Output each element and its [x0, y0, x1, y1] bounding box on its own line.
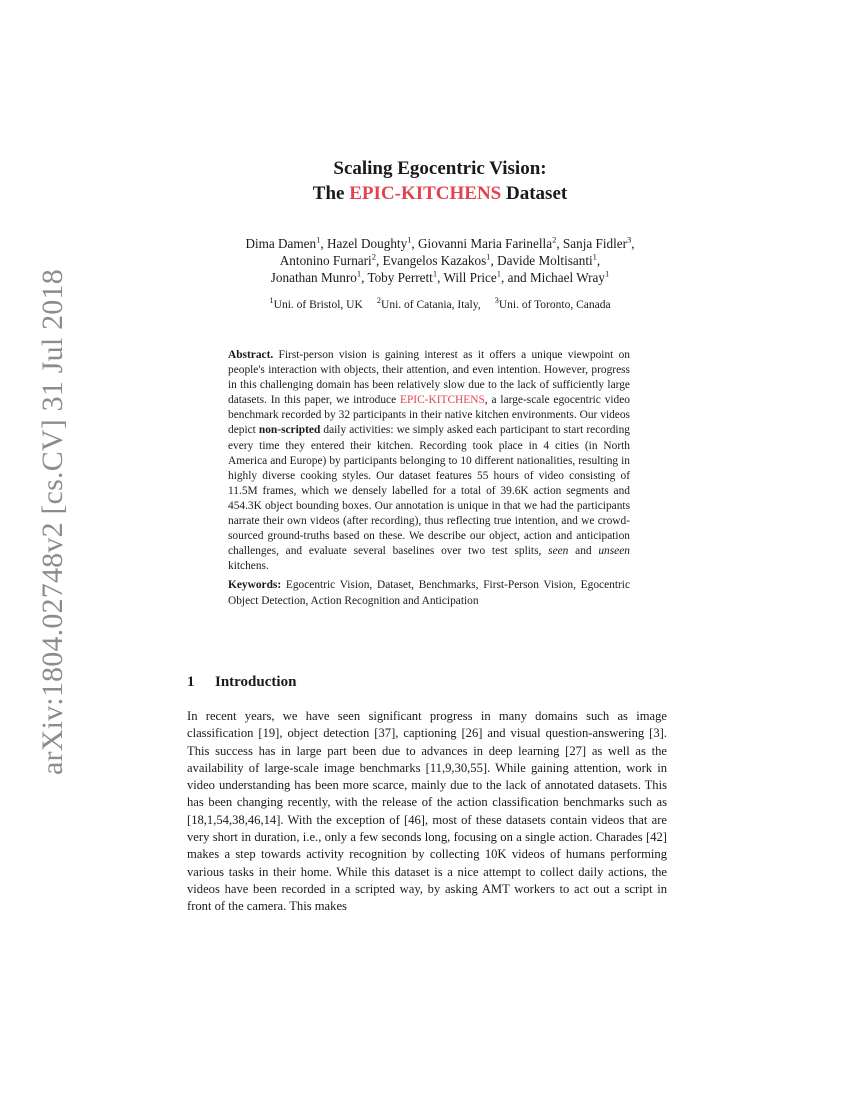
- author-name: Jonathan Munro: [270, 270, 357, 285]
- abstract-text: , a large-scale egocentric video benchmark recorded by 32 participants in their native kitchen environments. Our videos depict: [228, 394, 630, 437]
- abstract-emphasis: non-scripted: [258, 424, 321, 437]
- abstract-text: and: [568, 545, 599, 558]
- author-name: Hazel Doughty: [326, 236, 408, 251]
- author-separator: ,: [320, 236, 327, 251]
- arxiv-identifier-stamp: [36, 269, 76, 775]
- affiliation-text: Uni. of Bristol, UK: [273, 299, 363, 311]
- author-affiliation-mark: 1: [432, 268, 438, 279]
- author-separator: ,: [375, 253, 383, 268]
- section-heading-introduction: [187, 672, 296, 692]
- author-name: Toby Perrett: [367, 270, 433, 285]
- author-affiliation-mark: 1: [592, 251, 597, 262]
- abstract-text: daily activities: we simply asked each participant to start recording every time they entered their kitchen. Recording took place in 4 cities (in North America and Europe) by participants belonging to 10 different nationalities, resulting in highly diverse cooking styles. Our dataset features 55 hours of video consisting of 11.5M frames, which we densely labelled for a total of 39.6K action segments and 454.3K object bounding boxes. Our annotation is unique in that we had the participants narrate their own videos (after recording), thus reflecting true intention, and we crowd-sourced ground-truths based on these. We describe our object, action and anticipation challenges, and evaluate several baselines over two test splits,: [228, 424, 630, 558]
- author-affiliation-mark: 1: [604, 268, 610, 279]
- section-title-text: Introduction: [215, 674, 297, 690]
- abstract-label: Abstract.: [228, 349, 274, 361]
- abstract-italic-seen: seen: [548, 545, 569, 558]
- author-separator: ,: [596, 253, 601, 268]
- author-name: Davide Moltisanti: [497, 253, 593, 268]
- author-affiliation-mark: 1: [496, 268, 501, 279]
- abstract-paragraph: [228, 348, 630, 574]
- abstract-block: [228, 348, 630, 609]
- author-line-2: [150, 252, 730, 270]
- affiliation-mark: 3: [494, 295, 499, 306]
- affiliation-text: Uni. of Toronto, Canada: [498, 299, 611, 311]
- author-separator: ,: [437, 270, 444, 285]
- author-separator: ,: [631, 236, 635, 251]
- affiliation-mark: 1: [269, 295, 274, 306]
- abstract-italic-unseen: unseen: [598, 545, 630, 558]
- author-name: Antonino Furnari: [279, 253, 372, 268]
- arxiv-identifier-text: arXiv:1804.02748v2 [cs.CV] 31 Jul 2018: [36, 269, 69, 775]
- author-affiliation-mark: 1: [407, 234, 412, 245]
- author-line-1: [150, 235, 730, 253]
- affiliations: [150, 297, 730, 313]
- author-separator: , and: [501, 270, 530, 285]
- title-suffix: Dataset: [501, 183, 568, 204]
- author-name: Will Price: [443, 270, 497, 285]
- author-separator: ,: [490, 253, 498, 268]
- introduction-body: [187, 708, 667, 916]
- author-affiliation-mark: 3: [627, 234, 632, 245]
- title-dataset-name: EPIC-KITCHENS: [349, 183, 502, 204]
- affiliation-text: Uni. of Catania, Italy,: [381, 299, 481, 311]
- abstract-dataset-link[interactable]: EPIC-KITCHENS: [400, 394, 485, 407]
- author-name: Evangelos Kazakos: [382, 253, 487, 268]
- author-name: Giovanni Maria Farinella: [418, 236, 553, 251]
- keywords-text: Egocentric Vision, Dataset, Benchmarks, First-Person Vision, Egocentric Object Detection, Action Recognition and Anticipation: [228, 579, 630, 607]
- keywords-label: Keywords:: [228, 579, 282, 592]
- affiliation-mark: 2: [376, 295, 382, 306]
- author-affiliation-mark: 1: [316, 234, 321, 245]
- author-name: Dima Damen: [245, 236, 317, 251]
- author-affiliation-mark: 2: [552, 234, 557, 245]
- author-name: Sanja Fidler: [562, 236, 628, 251]
- abstract-text: kitchens.: [228, 560, 269, 573]
- author-separator: ,: [556, 236, 563, 251]
- author-separator: ,: [411, 236, 419, 251]
- author-line-3: [150, 269, 730, 287]
- author-affiliation-mark: 2: [371, 251, 376, 262]
- author-separator: ,: [361, 270, 368, 285]
- author-affiliation-mark: 1: [356, 268, 362, 279]
- keywords-paragraph: [228, 578, 630, 608]
- title-prefix: The: [312, 183, 350, 204]
- abstract-text: First-person vision is gaining interest as it offers a unique viewpoint on people's interaction with objects, their attention, and even intention. However, progress in this challenging domain has been relatively slow due to the lack of sufficiently large datasets. In this paper, we introduce: [228, 349, 630, 407]
- section-number: 1: [187, 674, 195, 690]
- paper-title-line-1: Scaling Egocentric Vision:: [333, 158, 547, 179]
- author-name: Michael Wray: [529, 270, 605, 285]
- paper-title-line-2: [150, 181, 730, 206]
- introduction-paragraph: In recent years, we have seen significant progress in many domains such as image classification [19], object detection [37], captioning [26] and visual question-answering [3]. This success has in large part been due to advances in deep learning [27] as well as the availability of large-scale image benchmarks [11,9,30,55]. While gaining attention, work in video understanding has been more scarce, mainly due to the lack of annotated datasets. This has been changing recently, with the release of the action classification benchmarks such as [18,1,54,38,46,14]. With the exception of [46], most of these datasets contain videos that are very short in duration, i.e., only a few seconds long, focusing on a single action. Charades [42] makes a step towards activity recognition by collecting 10K videos of humans performing various tasks in their home. While this dataset is a nice attempt to collect daily actions, the videos have been recorded in a scripted way, by asking AMT workers to act out a script in front of the camera. This makes: [187, 709, 667, 914]
- author-affiliation-mark: 1: [486, 251, 491, 262]
